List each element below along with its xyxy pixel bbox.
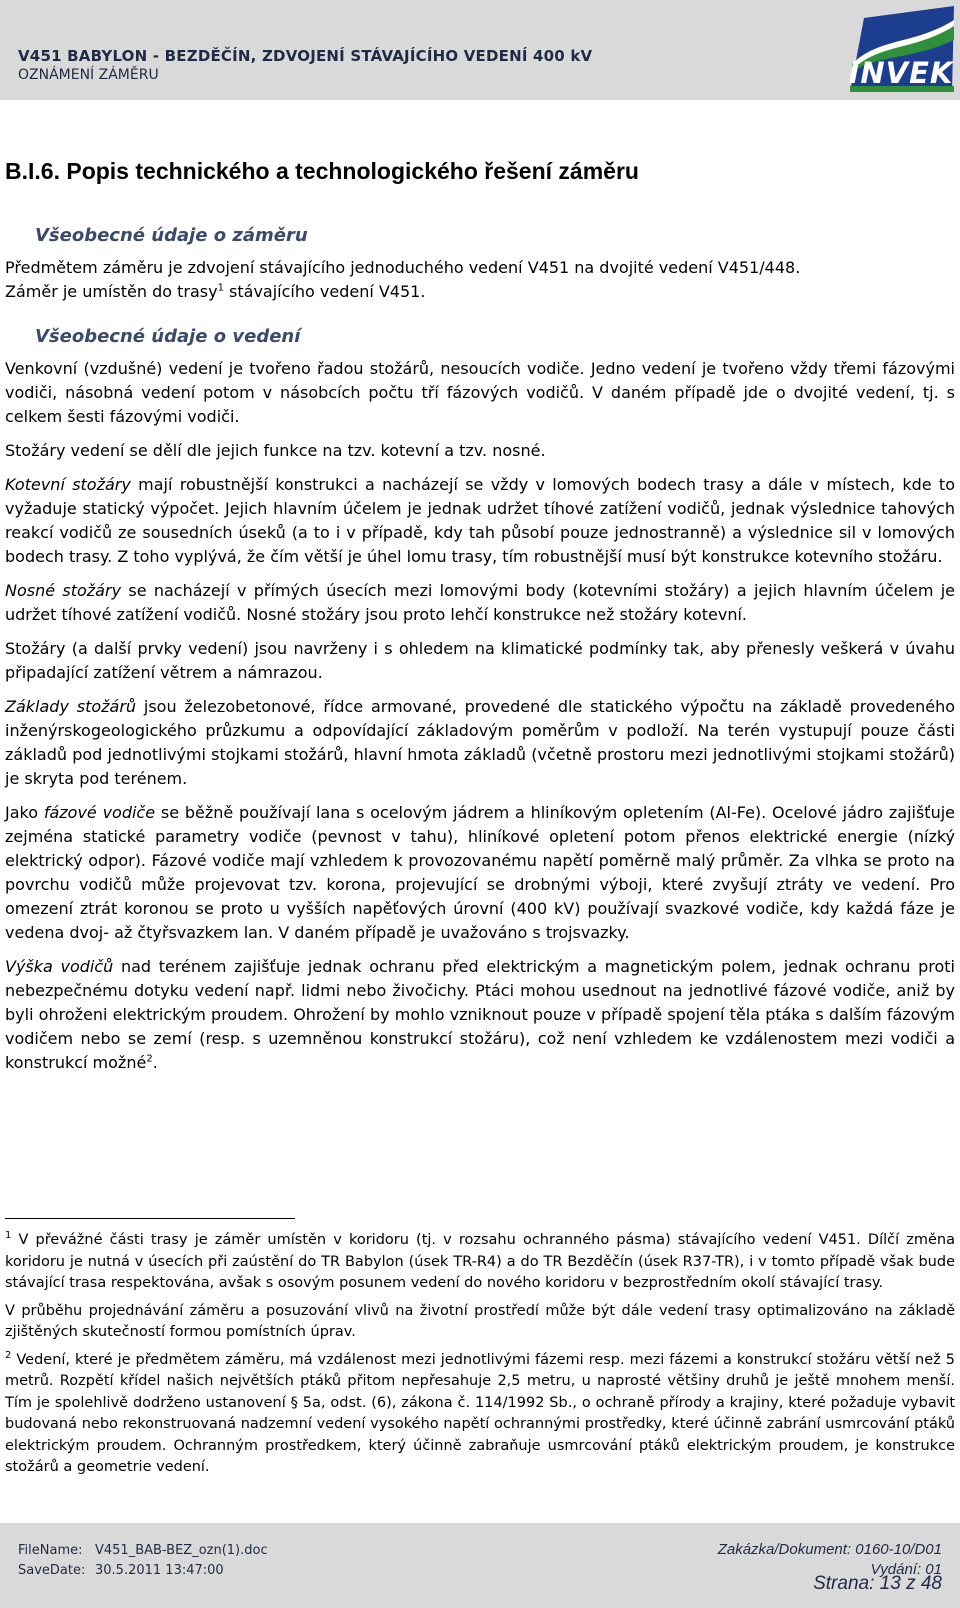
footnote-ref-1: 1 <box>217 282 224 294</box>
vydani: Vydání: 01 <box>870 1561 942 1578</box>
header-subtitle: OZNÁMENÍ ZÁMĚRU <box>18 67 159 83</box>
footnote-1b: V průběhu projednávání záměru a posuzování vlivů na životní prostředí může být dále vedení trasy optimalizováno na základě zjištěných skutečností formou pomístních úprav. <box>5 1302 955 1340</box>
paragraph-zaklady: Základy stožárů jsou železobetonové, řídce armované, provedené dle statického výpočtu na základě provedeného inženýrskogeologického průzkumu a odpovídající základovým poměrům v podloží. Na terén vystupují pouze části základů pod jednotlivými stojkami stožárů, hlavní hmota základů (včetně prostoru mezi jednotlivými stojkami stožárů) je skryta pod terénem. <box>5 697 955 788</box>
savedate-label: SaveDate: <box>18 1563 86 1578</box>
strana-label: Strana: <box>813 1573 875 1594</box>
footnote-2: $^2$ Vedení, které je předmětem záměru, má vzdálenost mezi jednotlivými fázemi resp. mezi fázemi a konstrukcí stožáru větší než 5 metrů. Rozpětí křídel našich největších ptáků přitom nepřesahuje 2,5 metru, u naprosté většiny druhů je ještě mnohem menší. Tím je spolehlivě dodrženo ustanovení § 5a, odst. (6), zákona č. 114/1992 Sb., o ochraně přírody a krajiny, které požaduje vybavit budovaná nebo rekonstruovaná nadzemní vedení vysokého napětí ochrannými prostředky, které účinně zabrání usmrcování ptáků elektrickým proudem. Ochranným prostředkem, který účinně zabraňuje usmrcování ptáků elektrickým proudem, je konstrukce stožárů a geometrie vedení. <box>5 1349 955 1475</box>
header-title: V451 BABYLON - BEZDĚČÍN, ZDVOJENÍ STÁVAJÍCÍHO VEDENÍ 400 kV <box>18 47 593 65</box>
filename-label: FileName: <box>18 1543 83 1558</box>
subheading-vedeni: Všeobecné údaje o vedení <box>35 326 301 347</box>
paragraph-nosne: Nosné stožáry se nacházejí v přímých úsecích mezi lomovými body (kotevními stožáry) a jejich hlavním účelem je udržet tíhové zatížení vodičů. Nosné stožáry jsou proto lehčí konstrukce než stožáry kotevní. <box>5 581 956 624</box>
logo-text: INVEK <box>848 56 954 90</box>
footnotes <box>5 1230 955 1479</box>
paragraph-intro: Předmětem záměru je zdvojení stávajícího jednoduchého vedení V451 na dvojité vedení V451/448. <box>5 258 801 277</box>
paragraph-vyska-vodicu: Výška vodičů nad terénem zajišťuje jednak ochranu před elektrickým a magnetickým polem, jednak ochranu proti nebezpečnému dotyku vedení např. lidmi nebo živočichy. Ptáci mohou usednout na jednotlivé fázové vodiče, aniž by byli ohroženi elektrickým proudem. Ohrožení by mohlo vzniknout pouze v případě spojení těla ptáka s dalším fázovým vodičem nebo se zemí (resp. s uzemněnou konstrukcí stožáru), což není vzhledem ke vzdálenostem mezi vodiči a konstrukcí možné$^2$. <box>5 957 955 1072</box>
paragraph-klimaticke: Stožáry (a další prvky vedení) jsou navrženy i s ohledem na klimatické podmínky tak, aby přenesly veškerá v úvahu připadající zatížení větrem a námrazou. <box>5 639 955 682</box>
paragraph-vedeni: Venkovní (vzdušné) vedení je tvořeno řadou stožárů, nesoucích vodiče. Jedno vedení je tvořeno vždy třemi fázovými vodiči, násobná vedení potom v násobcích počtu tří fázových vodičů. V daném případě jde o dvojité vedení, tj. s celkem šesti fázovými vodiči. <box>5 359 955 426</box>
paragraph-kotevni: Kotevní stožáry mají robustnější konstrukci a nacházejí se vždy v lomových bodech trasy a dále v místech, kde to vyžaduje statický výpočet. Jejich hlavním účelem je jednak udržet tíhové zatížení vodičů, jednak výslednice tahových reakcí vodičů ze sousedních úseků (a to i v případě, kdy tah působí pouze jednostranně) a výslednice sil v lomových bodech trasy. Z toho vyplývá, že čím větší je úhel lomu trasy, tím robustnější musí být konstrukce kotevního stožáru. <box>5 475 955 566</box>
section-title: B.I.6. Popis technického a technologického řešení záměru <box>5 158 639 184</box>
footnote-1: $^1$ V převážné části trasy je záměr umístěn v koridoru (tj. v rozsahu ochranného pásma) stávajícího vedení V451. Dílčí změna koridoru je nutná v úsecích při zaústění do TR Babylon (úsek TR-R4) a do TR Bezděčín (úsek R37-TR), i v tomto případě však bude stávající trasa respektována, avšak s osovým posunem vedení do nového koridoru v bezprostředním okolí stávající trasy. <box>5 1230 955 1291</box>
page-header <box>0 0 960 100</box>
page-footer <box>0 1523 960 1608</box>
paragraph-fazove-vodice: Jako fázové vodiče se běžně používají lana s ocelovým jádrem a hliníkovým opletením (Al-Fe). Ocelové jádro zajišťuje zejména statické parametry vodiče (pevnost v tahu), hliníkové opletení potom přenos elektrické energie (nízký elektrický odpor). Fázové vodiče mají vzhledem k provozovanému napětí poměrně malý průměr. Za vlhka se proto na povrchu vodičů může projevovat tzv. korona, projevující se drobnými výboji, které zvyšují ztráty ve vedení. Pro omezení ztrát koronou se proto u vyšších napěťových úrovní (400 kV) používají svazkové vodiče, kdy každá fáze je vedena dvoj- až čtyřsvazkem lan. V daném případě je uvažováno s trojsvazky. <box>5 803 956 942</box>
page-number <box>813 1573 942 1595</box>
footnote-divider <box>5 1218 295 1219</box>
strana-z: z <box>906 1573 916 1594</box>
subheading-zamer: Všeobecné údaje o záměru <box>35 225 308 246</box>
zakazka-dokument: Zakázka/Dokument: 0160-10/D01 <box>717 1541 942 1558</box>
footnote-ref-2: 2 <box>146 1053 153 1065</box>
strana-number: 13 <box>879 1573 901 1594</box>
filename-value: V451_BAB-BEZ_ozn(1).doc <box>95 1543 268 1558</box>
savedate-value: 30.5.2011 13:47:00 <box>95 1563 224 1578</box>
document-body <box>5 150 955 1075</box>
paragraph-trasa: Záměr je umístěn do trasy$^1$ stávajícího vedení V451. <box>5 282 426 301</box>
strana-total: 48 <box>920 1573 942 1594</box>
paragraph-stozary-deleni: Stožáry vedení se dělí dle jejich funkce na tzv. kotevní a tzv. nosné. <box>5 441 546 460</box>
